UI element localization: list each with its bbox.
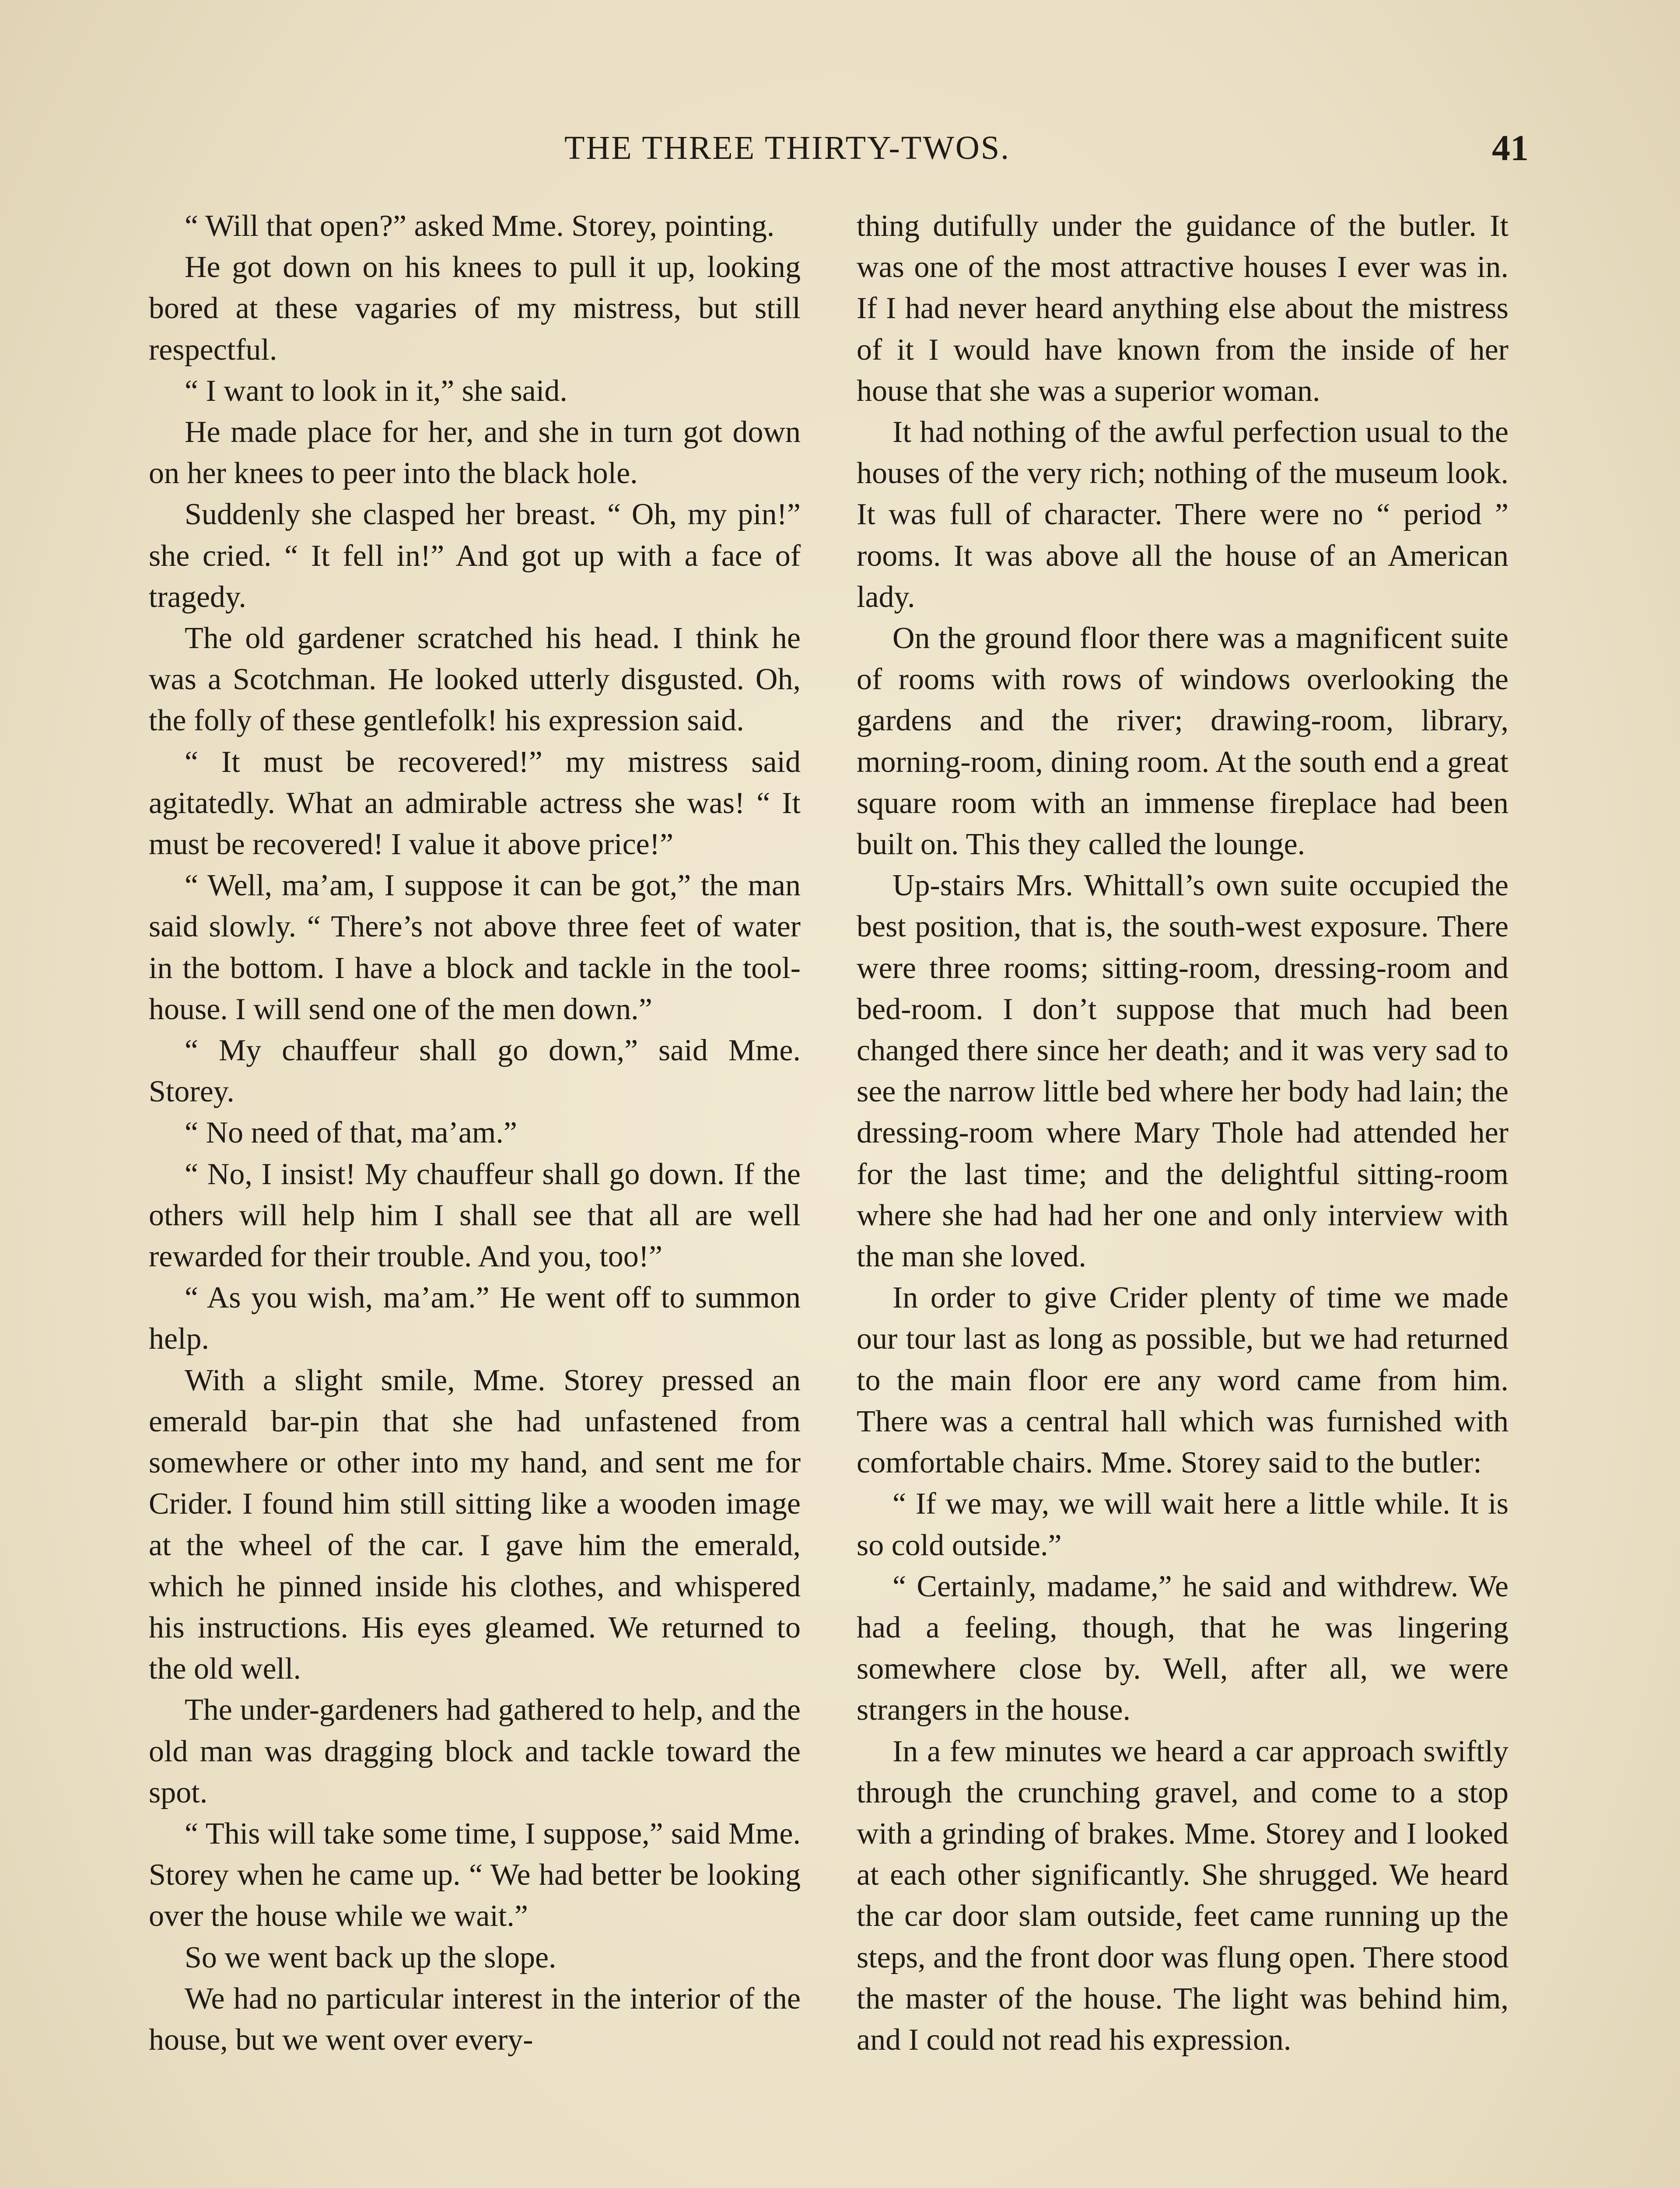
paragraph-continued: thing dutifully under the guidance of the butler. It was one of the most attractive houses I ever was in. If I had never heard anything else about the mistress of it I would have known from the inside of her house that she was a superior woman. bbox=[857, 209, 1508, 408]
paragraph: He got down on his knees to pull it up, looking bored at these vagaries of my mistress, but still respectful. bbox=[149, 250, 801, 367]
paragraph: “ No, I insist! My chauffeur shall go down. If the others will help him I shall see that all are well rewarded for their trouble. And you, too!” bbox=[149, 1157, 801, 1274]
paragraph: Up-stairs Mrs. Whittall’s own suite occupied the best position, that is, the south-west exposure. There were three rooms; sitting-room, dressing-room and bed-room. I don’t suppose that much had been changed there since her death; and it was very sad to see the narrow little bed where her body had lain; the dressing-room where Mary Thole had attended her for the last time; and the delightful sitting-room where she had had her one and only interview with the man she loved. bbox=[857, 869, 1508, 1274]
page-number: 41 bbox=[1492, 128, 1529, 168]
paragraph: “ Well, ma’am, I suppose it can be got,” the man said slowly. “ There’s not above three feet of water in the bottom. I have a block and tackle in the tool-house. I will send one of the men down.” bbox=[149, 869, 801, 1026]
running-head: THE THREE THIRTY-TWOS. bbox=[564, 130, 1011, 166]
right-column bbox=[857, 206, 1508, 2061]
paragraph: In order to give Crider plenty of time we made our tour last as long as possible, but we had returned to the main floor ere any word came from him. There was a central hall which was furnished with comfortable chairs. Mme. Storey said to the butler: bbox=[857, 1281, 1508, 1480]
paragraph: So we went back up the slope. bbox=[185, 1940, 556, 1974]
paragraph: “ This will take some time, I suppose,” said Mme. Storey when he came up. “ We had better be looking over the house while we wait.” bbox=[149, 1816, 801, 1933]
paragraph: With a slight smile, Mme. Storey pressed an emerald bar-pin that she had unfastened from somewhere or other into my hand, and sent me for Crider. I found him still sitting like a wooden image at the wheel of the car. I gave him the emerald, which he pinned inside his clothes, and whispered his instructions. His eyes gleamed. We returned to the old well. bbox=[149, 1363, 801, 1686]
paragraph: “ My chauffeur shall go down,” said Mme. Storey. bbox=[149, 1034, 801, 1109]
paragraph: “ Certainly, madame,” he said and withdrew. We had a feeling, though, that he was lingering somewhere close by. Well, after all, we were strangers in the house. bbox=[857, 1569, 1508, 1727]
paragraph: We had no particular interest in the interior of the house, but we went over every- bbox=[149, 1981, 801, 2057]
paragraph: Suddenly she clasped her breast. “ Oh, my pin!” she cried. “ It fell in!” And got up with a face of tragedy. bbox=[149, 498, 801, 614]
paragraph: In a few minutes we heard a car approach swiftly through the crunching gravel, and come to a stop with a grinding of brakes. Mme. Storey and I looked at each other significantly. She shrugged. We heard the car door slam outside, feet came running up the steps, and the front door was flung open. There stood the master of the house. The light was behind him, and I could not read his expression. bbox=[857, 1734, 1508, 2057]
paragraph: “ If we may, we will wait here a little while. It is so cold outside.” bbox=[857, 1487, 1508, 1562]
paragraph: “ As you wish, ma’am.” He went off to summon help. bbox=[149, 1281, 801, 1356]
paragraph: The under-gardeners had gathered to help, and the old man was dragging block and tackle toward the spot. bbox=[149, 1693, 801, 1809]
left-column bbox=[149, 206, 801, 2061]
paragraph: “ Will that open?” asked Mme. Storey, pointing. bbox=[185, 209, 775, 243]
paragraph: He made place for her, and she in turn got down on her knees to peer into the black hole. bbox=[149, 415, 801, 491]
paragraph: “ It must be recovered!” my mistress said agitatedly. What an admirable actress she was! “ It must be recovered! I value it above price!” bbox=[149, 745, 801, 862]
paragraph: “ No need of that, ma’am.” bbox=[185, 1116, 517, 1150]
paragraph: On the ground floor there was a magnificent suite of rooms with rows of windows overlooking the gardens and the river; drawing-room, library, morning-room, dining room. At the south end a great square room with an immense fireplace had been built on. This they called the lounge. bbox=[857, 621, 1508, 862]
paragraph: It had nothing of the awful perfection usual to the houses of the very rich; nothing of the museum look. It was full of character. There were no “ period ” rooms. It was above all the house of an American lady. bbox=[857, 415, 1508, 614]
paragraph: “ I want to look in it,” she said. bbox=[185, 374, 567, 408]
paragraph: The old gardener scratched his head. I think he was a Scotchman. He looked utterly disgusted. Oh, the folly of these gentlefolk! his expression said. bbox=[149, 621, 801, 738]
